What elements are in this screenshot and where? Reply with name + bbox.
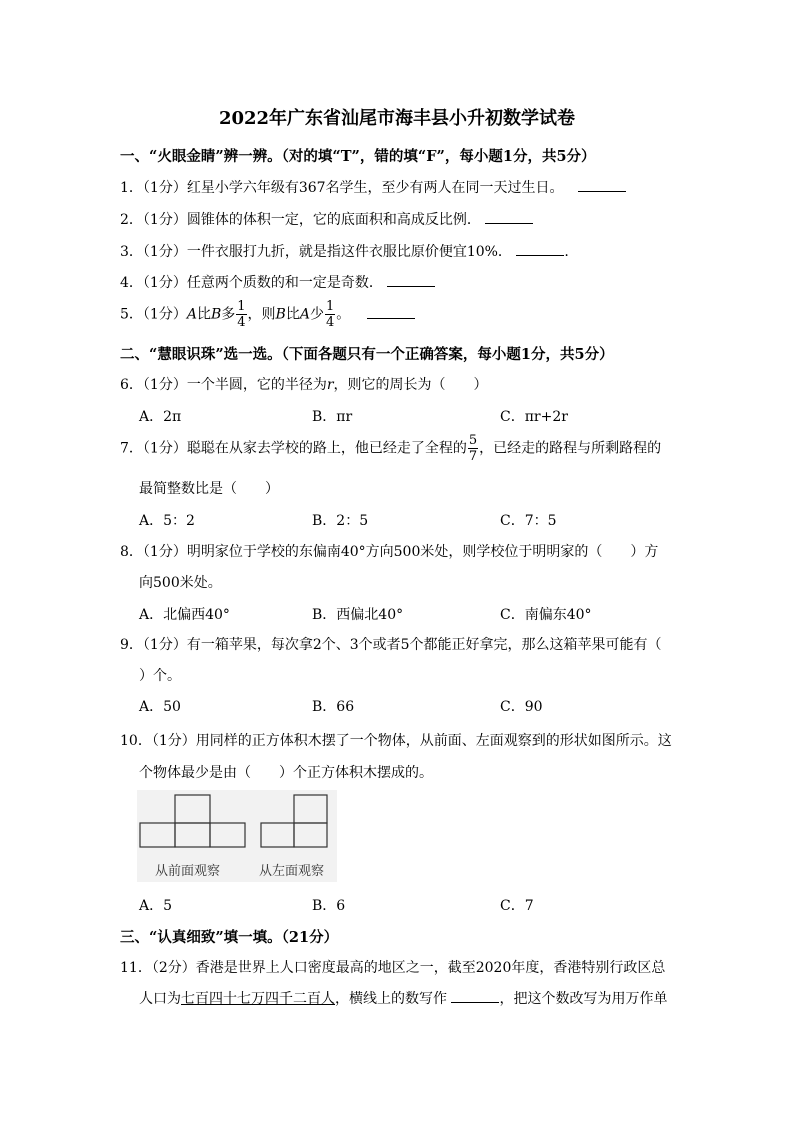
question-2 xyxy=(120,209,533,229)
word: 多 xyxy=(221,306,236,323)
question-4 xyxy=(120,272,435,292)
figure-views-drawing xyxy=(137,790,337,850)
answer-blank-1[interactable] xyxy=(578,191,626,192)
var-r: r xyxy=(326,377,334,393)
word: 比 xyxy=(196,306,211,323)
underlined-number-words: 七百四十七万四千二百人 xyxy=(181,991,335,1007)
left-view-square xyxy=(294,795,327,823)
denominator: 7 xyxy=(468,449,478,464)
question-10-line-2: 个物体最少是由（ ）个正方体积木摆成的。 xyxy=(139,765,433,781)
question-11-text: ，横线上的数写作 xyxy=(335,991,447,1007)
question-3-end: . xyxy=(564,244,569,260)
question-8-line-2: 向500米处。 xyxy=(139,575,222,591)
question-3 xyxy=(120,241,569,261)
numerator: 1 xyxy=(237,299,246,314)
option-c[interactable]: C．7：5 xyxy=(500,513,557,529)
word: ，则 xyxy=(247,306,276,323)
option-a[interactable]: A．5：2 xyxy=(139,513,195,529)
option-a[interactable]: A．50 xyxy=(139,699,181,715)
question-2-text: 2．（1分）圆锥体的体积一定，它的底面积和高成反比例． xyxy=(120,212,481,228)
question-9: 9．（1分）有一箱苹果，每次拿2个、3个或者5个都能正好拿完，那么这箱苹果可能有（ xyxy=(120,637,662,653)
front-view-square xyxy=(210,823,245,847)
front-view-label: 从前面观察 xyxy=(155,864,221,879)
front-view-square xyxy=(175,823,210,847)
figure-views xyxy=(137,790,337,882)
left-view-square xyxy=(294,823,327,847)
left-view-label: 从左面观察 xyxy=(259,864,325,879)
front-view-square xyxy=(175,795,210,823)
answer-blank-5[interactable] xyxy=(367,318,415,319)
question-4-text: 4．（1分）任意两个质数的和一定是奇数． xyxy=(120,275,383,291)
question-7-line-2: 最简整数比是（ ） xyxy=(139,481,279,497)
question-7-text: 7．（1分）聪聪在从家去学校的路上，他已经走了全程的 xyxy=(120,440,467,457)
option-c[interactable]: C．南偏东40° xyxy=(500,607,592,623)
var-b: B xyxy=(275,306,286,323)
question-11: 11．（2分）香港是世界上人口密度最高的地区之一，截至2020年度，香港特别行政区总 xyxy=(120,960,666,976)
word: 。 xyxy=(336,306,351,323)
question-10: 10．（1分）用同样的正方体积木摆了一个物体，从前面、左面观察到的形状如图所示。这 xyxy=(120,733,672,749)
question-7 xyxy=(120,434,661,463)
question-11-text: ，把这个数改写为用万作单 xyxy=(499,991,668,1007)
var-a: A xyxy=(299,306,310,323)
denominator: 4 xyxy=(325,315,335,330)
option-b[interactable]: B．πr xyxy=(312,409,353,425)
page-title: 2022年广东省汕尾市海丰县小升初数学试卷 xyxy=(218,108,576,129)
section-heading-3: 三、“认真细致”填一填。（21分） xyxy=(120,929,339,946)
question-1-text: 1．（1分）红星小学六年级有367名学生，至少有两人在同一天过生日。 xyxy=(120,180,564,196)
var-a: A xyxy=(186,306,197,323)
option-c[interactable]: C．7 xyxy=(500,898,534,914)
option-b[interactable]: B．2：5 xyxy=(312,513,369,529)
option-a[interactable]: A．2π xyxy=(139,409,182,425)
fraction-five-sevenths xyxy=(468,434,478,463)
question-11-line-2 xyxy=(139,988,667,1008)
section-heading-1: 一、“火眼金睛”辨一辨。（对的填“T”，错的填“F”，每小题1分，共5分） xyxy=(120,148,596,165)
option-b[interactable]: B．66 xyxy=(312,699,355,715)
section-heading-2: 二、“慧眼识珠”选一选。（下面各题只有一个正确答案，每小题1分，共5分） xyxy=(120,346,614,363)
fraction-one-quarter xyxy=(325,300,335,329)
question-5-prefix: 5．（1分） xyxy=(120,306,187,323)
numerator: 5 xyxy=(468,433,478,448)
option-a[interactable]: A．5 xyxy=(139,898,173,914)
front-view-square xyxy=(140,823,175,847)
question-11-text: 人口为 xyxy=(139,991,181,1007)
question-8: 8．（1分）明明家位于学校的东偏南40°方向500米处，则学校位于明明家的（ ）方 xyxy=(120,544,659,560)
denominator: 4 xyxy=(237,315,246,330)
left-view-square xyxy=(261,823,294,847)
word: 少 xyxy=(309,306,324,323)
option-c[interactable]: C．90 xyxy=(500,699,543,715)
answer-blank-11[interactable] xyxy=(451,1002,499,1003)
answer-blank-4[interactable] xyxy=(387,286,435,287)
option-b[interactable]: B．6 xyxy=(312,898,346,914)
numerator: 1 xyxy=(325,299,335,314)
option-c[interactable]: C．πr+2r xyxy=(500,409,568,425)
answer-blank-2[interactable] xyxy=(485,223,533,224)
answer-blank-3[interactable] xyxy=(516,255,564,256)
question-7-text-2: ，已经走的路程与所剩路程的 xyxy=(479,440,662,457)
question-9-line-2: ）个。 xyxy=(139,668,181,684)
option-b[interactable]: B．西偏北40° xyxy=(312,607,404,623)
question-5 xyxy=(120,300,415,329)
question-6-text-2: ，则它的周长为（ ） xyxy=(333,377,488,393)
question-6-text: 6．（1分）一个半圆，它的半径为 xyxy=(120,377,327,393)
question-6 xyxy=(120,374,488,394)
var-b: B xyxy=(210,306,222,323)
question-3-text: 3．（1分）一件衣服打九折，就是指这件衣服比原价便宜10%． xyxy=(120,244,512,260)
fraction-one-quarter xyxy=(236,300,246,329)
question-1 xyxy=(120,177,626,197)
option-a[interactable]: A．北偏西40° xyxy=(139,607,230,623)
word: 比 xyxy=(285,306,300,323)
